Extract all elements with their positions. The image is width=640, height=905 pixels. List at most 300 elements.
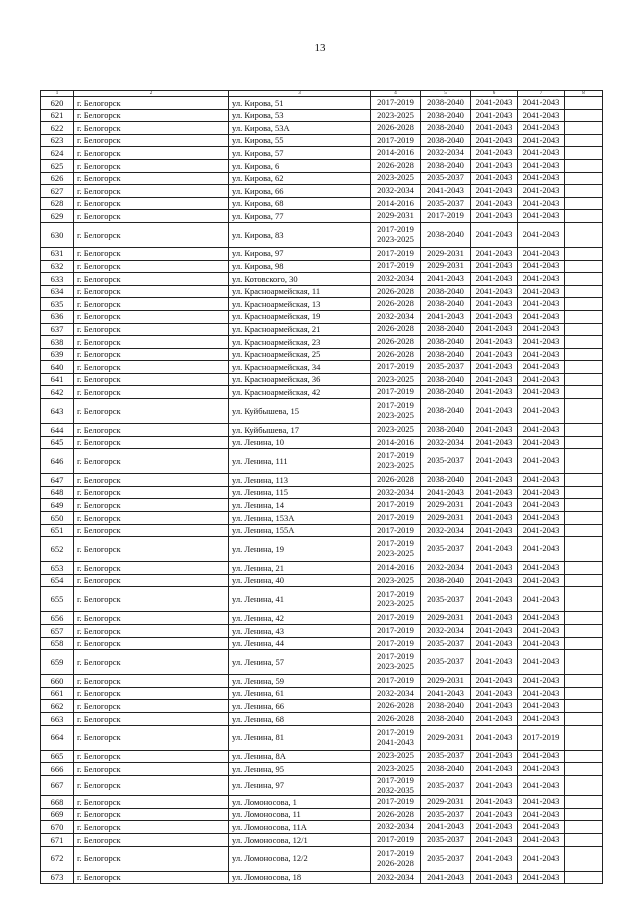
address-cell: ул. Ленина, 21 xyxy=(229,562,371,575)
empty-cell xyxy=(565,612,603,625)
period-cell: 2017-2019 xyxy=(371,247,421,260)
address-cell: ул. Куйбышева, 17 xyxy=(229,424,371,437)
table-row xyxy=(41,537,603,562)
period-cell: 2041-2043 xyxy=(421,821,471,834)
address-cell: ул. Кирова, 53 xyxy=(229,109,371,122)
table-row xyxy=(41,373,603,386)
city-cell: г. Белогорск xyxy=(74,348,229,361)
column-header: 4 xyxy=(371,91,421,97)
city-cell: г. Белогорск xyxy=(74,750,229,763)
period-cell: 2041-2043 xyxy=(471,386,518,399)
period-cell: 2041-2043 xyxy=(518,712,565,725)
column-header: 5 xyxy=(421,91,471,97)
table-row xyxy=(41,625,603,638)
period-cell: 2029-2031 xyxy=(421,247,471,260)
city-cell: г. Белогорск xyxy=(74,846,229,871)
city-cell: г. Белогорск xyxy=(74,273,229,286)
table-row xyxy=(41,474,603,487)
period-cell: 2017-2019 2032-2035 xyxy=(371,775,421,796)
table-row xyxy=(41,796,603,809)
schedule-table xyxy=(40,90,603,884)
period-cell: 2026-2028 xyxy=(371,700,421,713)
row-number-cell: 625 xyxy=(41,159,74,172)
period-cell: 2014-2016 xyxy=(371,197,421,210)
address-cell: ул. Ленина, 95 xyxy=(229,763,371,776)
address-cell: ул. Красноармейская, 19 xyxy=(229,310,371,323)
empty-cell xyxy=(565,637,603,650)
city-cell: г. Белогорск xyxy=(74,524,229,537)
period-cell: 2041-2043 xyxy=(518,424,565,437)
address-cell: ул. Ленина, 10 xyxy=(229,436,371,449)
period-cell: 2041-2043 xyxy=(518,574,565,587)
period-cell: 2029-2031 xyxy=(421,512,471,525)
period-cell: 2041-2043 xyxy=(518,763,565,776)
period-cell: 2017-2019 xyxy=(371,524,421,537)
address-cell: ул. Ломоносова, 12/2 xyxy=(229,846,371,871)
empty-cell xyxy=(565,486,603,499)
city-cell: г. Белогорск xyxy=(74,796,229,809)
address-cell: ул. Красноармейская, 13 xyxy=(229,298,371,311)
row-number-cell: 647 xyxy=(41,474,74,487)
empty-cell xyxy=(565,700,603,713)
period-cell: 2041-2043 xyxy=(471,512,518,525)
address-cell: ул. Кирова, 6 xyxy=(229,159,371,172)
address-cell: ул. Ленина, 43 xyxy=(229,625,371,638)
period-cell: 2026-2028 xyxy=(371,474,421,487)
period-cell: 2041-2043 xyxy=(471,159,518,172)
address-cell: ул. Ломоносова, 11А xyxy=(229,821,371,834)
table-row xyxy=(41,712,603,725)
table-row xyxy=(41,134,603,147)
table-row xyxy=(41,361,603,374)
empty-cell xyxy=(565,871,603,884)
row-number-cell: 668 xyxy=(41,796,74,809)
period-cell: 2026-2028 xyxy=(371,159,421,172)
period-cell: 2041-2043 xyxy=(471,725,518,750)
table-row xyxy=(41,587,603,612)
period-cell: 2041-2043 xyxy=(518,97,565,110)
period-cell: 2023-2025 xyxy=(371,424,421,437)
period-cell: 2038-2040 xyxy=(421,323,471,336)
row-number-cell: 651 xyxy=(41,524,74,537)
period-cell: 2041-2043 xyxy=(518,625,565,638)
period-cell: 2026-2028 xyxy=(371,122,421,135)
row-number-cell: 673 xyxy=(41,871,74,884)
empty-cell xyxy=(565,323,603,336)
city-cell: г. Белогорск xyxy=(74,650,229,675)
column-header: 2 xyxy=(74,91,229,97)
row-number-cell: 634 xyxy=(41,285,74,298)
row-number-cell: 646 xyxy=(41,449,74,474)
empty-cell xyxy=(565,499,603,512)
period-cell: 2038-2040 xyxy=(421,348,471,361)
row-number-cell: 660 xyxy=(41,675,74,688)
address-cell: ул. Ленина, 113 xyxy=(229,474,371,487)
period-cell: 2041-2043 xyxy=(518,449,565,474)
period-cell: 2041-2043 xyxy=(471,871,518,884)
city-cell: г. Белогорск xyxy=(74,399,229,424)
period-cell: 2041-2043 xyxy=(518,499,565,512)
address-cell: ул. Кирова, 55 xyxy=(229,134,371,147)
address-cell: ул. Ленина, 111 xyxy=(229,449,371,474)
address-cell: ул. Кирова, 98 xyxy=(229,260,371,273)
period-cell: 2017-2019 xyxy=(371,260,421,273)
period-cell: 2041-2043 xyxy=(471,524,518,537)
row-number-cell: 628 xyxy=(41,197,74,210)
table-row xyxy=(41,197,603,210)
city-cell: г. Белогорск xyxy=(74,373,229,386)
period-cell: 2041-2043 xyxy=(518,675,565,688)
period-cell: 2041-2043 xyxy=(471,650,518,675)
city-cell: г. Белогорск xyxy=(74,574,229,587)
period-cell: 2035-2037 xyxy=(421,172,471,185)
table-row xyxy=(41,700,603,713)
address-cell: ул. Красноармейская, 42 xyxy=(229,386,371,399)
period-cell: 2041-2043 xyxy=(518,172,565,185)
period-cell: 2041-2043 xyxy=(518,298,565,311)
row-number-cell: 622 xyxy=(41,122,74,135)
table-row xyxy=(41,273,603,286)
address-cell: ул. Красноармейская, 36 xyxy=(229,373,371,386)
table-row xyxy=(41,147,603,160)
table-row xyxy=(41,637,603,650)
row-number-cell: 627 xyxy=(41,185,74,198)
empty-cell xyxy=(565,808,603,821)
period-cell: 2041-2043 xyxy=(518,562,565,575)
period-cell: 2041-2043 xyxy=(518,361,565,374)
period-cell: 2023-2025 xyxy=(371,750,421,763)
empty-cell xyxy=(565,298,603,311)
empty-cell xyxy=(565,210,603,223)
table-row xyxy=(41,524,603,537)
table-row xyxy=(41,725,603,750)
period-cell: 2035-2037 xyxy=(421,449,471,474)
table-row xyxy=(41,512,603,525)
period-cell: 2029-2031 xyxy=(421,499,471,512)
city-cell: г. Белогорск xyxy=(74,323,229,336)
city-cell: г. Белогорск xyxy=(74,687,229,700)
period-cell: 2041-2043 xyxy=(518,285,565,298)
period-cell: 2041-2043 xyxy=(471,474,518,487)
table-row xyxy=(41,260,603,273)
row-number-cell: 661 xyxy=(41,687,74,700)
row-number-cell: 644 xyxy=(41,424,74,437)
period-cell: 2041-2043 xyxy=(471,348,518,361)
address-cell: ул. Ленина, 97 xyxy=(229,775,371,796)
address-cell: ул. Ленина, 81 xyxy=(229,725,371,750)
period-cell: 2035-2037 xyxy=(421,197,471,210)
row-number-cell: 630 xyxy=(41,222,74,247)
period-cell: 2041-2043 xyxy=(518,846,565,871)
city-cell: г. Белогорск xyxy=(74,436,229,449)
period-cell: 2041-2043 xyxy=(518,386,565,399)
period-cell: 2041-2043 xyxy=(471,172,518,185)
table-row xyxy=(41,750,603,763)
city-cell: г. Белогорск xyxy=(74,197,229,210)
address-cell: ул. Ломоносова, 18 xyxy=(229,871,371,884)
address-cell: ул. Ленина, 44 xyxy=(229,637,371,650)
city-cell: г. Белогорск xyxy=(74,834,229,847)
period-cell: 2029-2031 xyxy=(371,210,421,223)
period-cell: 2017-2019 2026-2028 xyxy=(371,846,421,871)
city-cell: г. Белогорск xyxy=(74,97,229,110)
address-cell: ул. Кирова, 51 xyxy=(229,97,371,110)
period-cell: 2017-2019 xyxy=(371,134,421,147)
row-number-cell: 642 xyxy=(41,386,74,399)
period-cell: 2038-2040 xyxy=(421,399,471,424)
city-cell: г. Белогорск xyxy=(74,700,229,713)
period-cell: 2041-2043 xyxy=(518,700,565,713)
address-cell: ул. Ленина, 14 xyxy=(229,499,371,512)
empty-cell xyxy=(565,424,603,437)
table-row xyxy=(41,386,603,399)
row-number-cell: 653 xyxy=(41,562,74,575)
period-cell: 2038-2040 xyxy=(421,97,471,110)
city-cell: г. Белогорск xyxy=(74,712,229,725)
table-row xyxy=(41,285,603,298)
period-cell: 2041-2043 xyxy=(421,687,471,700)
period-cell: 2038-2040 xyxy=(421,763,471,776)
address-cell: ул. Красноармейская, 25 xyxy=(229,348,371,361)
period-cell: 2041-2043 xyxy=(471,750,518,763)
period-cell: 2038-2040 xyxy=(421,109,471,122)
table-row xyxy=(41,399,603,424)
period-cell: 2041-2043 xyxy=(518,210,565,223)
table-row xyxy=(41,323,603,336)
empty-cell xyxy=(565,846,603,871)
city-cell: г. Белогорск xyxy=(74,808,229,821)
period-cell: 2029-2031 xyxy=(421,260,471,273)
table-row xyxy=(41,424,603,437)
row-number-cell: 669 xyxy=(41,808,74,821)
row-number-cell: 629 xyxy=(41,210,74,223)
address-cell: ул. Ленина, 41 xyxy=(229,587,371,612)
period-cell: 2041-2043 xyxy=(518,796,565,809)
period-cell: 2041-2043 xyxy=(518,524,565,537)
period-cell: 2041-2043 xyxy=(471,574,518,587)
empty-cell xyxy=(565,172,603,185)
row-number-cell: 657 xyxy=(41,625,74,638)
empty-cell xyxy=(565,796,603,809)
row-number-cell: 639 xyxy=(41,348,74,361)
empty-cell xyxy=(565,650,603,675)
period-cell: 2041-2043 xyxy=(471,834,518,847)
period-cell: 2017-2019 xyxy=(371,675,421,688)
period-cell: 2038-2040 xyxy=(421,574,471,587)
table-row xyxy=(41,159,603,172)
empty-cell xyxy=(565,537,603,562)
period-cell: 2041-2043 xyxy=(471,197,518,210)
address-cell: ул. Кирова, 77 xyxy=(229,210,371,223)
city-cell: г. Белогорск xyxy=(74,474,229,487)
city-cell: г. Белогорск xyxy=(74,625,229,638)
empty-cell xyxy=(565,474,603,487)
period-cell: 2017-2019 xyxy=(371,834,421,847)
city-cell: г. Белогорск xyxy=(74,537,229,562)
empty-cell xyxy=(565,763,603,776)
address-cell: ул. Кирова, 68 xyxy=(229,197,371,210)
city-cell: г. Белогорск xyxy=(74,336,229,349)
period-cell: 2017-2019 xyxy=(371,637,421,650)
period-cell: 2035-2037 xyxy=(421,361,471,374)
period-cell: 2041-2043 xyxy=(471,796,518,809)
period-cell: 2041-2043 xyxy=(518,373,565,386)
empty-cell xyxy=(565,775,603,796)
period-cell: 2023-2025 xyxy=(371,373,421,386)
address-cell: ул. Ленина, 153А xyxy=(229,512,371,525)
period-cell: 2041-2043 xyxy=(471,336,518,349)
address-cell: ул. Ленина, 57 xyxy=(229,650,371,675)
address-cell: ул. Красноармейская, 34 xyxy=(229,361,371,374)
table-body xyxy=(41,97,603,884)
table-row xyxy=(41,222,603,247)
period-cell: 2041-2043 xyxy=(518,587,565,612)
table-row xyxy=(41,310,603,323)
address-cell: ул. Ломоносова, 11 xyxy=(229,808,371,821)
empty-cell xyxy=(565,97,603,110)
empty-cell xyxy=(565,587,603,612)
period-cell: 2041-2043 xyxy=(471,361,518,374)
row-number-cell: 623 xyxy=(41,134,74,147)
row-number-cell: 658 xyxy=(41,637,74,650)
empty-cell xyxy=(565,109,603,122)
period-cell: 2017-2019 2023-2025 xyxy=(371,449,421,474)
empty-cell xyxy=(565,675,603,688)
period-cell: 2041-2043 xyxy=(471,675,518,688)
period-cell: 2017-2019 2023-2025 xyxy=(371,399,421,424)
row-number-cell: 659 xyxy=(41,650,74,675)
period-cell: 2029-2031 xyxy=(421,725,471,750)
empty-cell xyxy=(565,285,603,298)
address-cell: ул. Ленина, 42 xyxy=(229,612,371,625)
row-number-cell: 665 xyxy=(41,750,74,763)
address-cell: ул. Кирова, 62 xyxy=(229,172,371,185)
row-number-cell: 649 xyxy=(41,499,74,512)
table-row xyxy=(41,109,603,122)
table-row xyxy=(41,808,603,821)
table-row xyxy=(41,122,603,135)
empty-cell xyxy=(565,449,603,474)
period-cell: 2041-2043 xyxy=(518,323,565,336)
column-header: 1 xyxy=(41,91,74,97)
address-cell: ул. Кирова, 83 xyxy=(229,222,371,247)
address-cell: ул. Ленина, 8А xyxy=(229,750,371,763)
period-cell: 2032-2034 xyxy=(371,871,421,884)
period-cell: 2041-2043 xyxy=(471,687,518,700)
empty-cell xyxy=(565,134,603,147)
city-cell: г. Белогорск xyxy=(74,424,229,437)
period-cell: 2041-2043 xyxy=(471,436,518,449)
period-cell: 2038-2040 xyxy=(421,373,471,386)
city-cell: г. Белогорск xyxy=(74,172,229,185)
city-cell: г. Белогорск xyxy=(74,562,229,575)
page-number: 13 xyxy=(314,42,326,54)
period-cell: 2041-2043 xyxy=(518,436,565,449)
period-cell: 2035-2037 xyxy=(421,537,471,562)
address-cell: ул. Ломоносова, 12/1 xyxy=(229,834,371,847)
column-header: 6 xyxy=(471,91,518,97)
period-cell: 2038-2040 xyxy=(421,285,471,298)
address-cell: ул. Куйбышева, 15 xyxy=(229,399,371,424)
period-cell: 2041-2043 xyxy=(471,625,518,638)
empty-cell xyxy=(565,247,603,260)
period-cell: 2041-2043 xyxy=(471,449,518,474)
address-cell: ул. Котовского, 30 xyxy=(229,273,371,286)
city-cell: г. Белогорск xyxy=(74,260,229,273)
city-cell: г. Белогорск xyxy=(74,449,229,474)
period-cell: 2041-2043 xyxy=(471,373,518,386)
period-cell: 2035-2037 xyxy=(421,587,471,612)
row-number-cell: 637 xyxy=(41,323,74,336)
period-cell: 2026-2028 xyxy=(371,808,421,821)
city-cell: г. Белогорск xyxy=(74,386,229,399)
city-cell: г. Белогорск xyxy=(74,109,229,122)
empty-cell xyxy=(565,147,603,160)
period-cell: 2017-2019 xyxy=(371,361,421,374)
period-cell: 2041-2043 xyxy=(518,109,565,122)
period-cell: 2041-2043 xyxy=(518,273,565,286)
period-cell: 2041-2043 xyxy=(518,612,565,625)
period-cell: 2035-2037 xyxy=(421,846,471,871)
period-cell: 2035-2037 xyxy=(421,834,471,847)
period-cell: 2041-2043 xyxy=(518,336,565,349)
period-cell: 2041-2043 xyxy=(518,687,565,700)
period-cell: 2038-2040 xyxy=(421,336,471,349)
period-cell: 2017-2019 xyxy=(371,612,421,625)
row-number-cell: 641 xyxy=(41,373,74,386)
row-number-cell: 672 xyxy=(41,846,74,871)
period-cell: 2017-2019 xyxy=(371,512,421,525)
period-cell: 2041-2043 xyxy=(471,424,518,437)
row-number-cell: 636 xyxy=(41,310,74,323)
period-cell: 2041-2043 xyxy=(471,562,518,575)
row-number-cell: 638 xyxy=(41,336,74,349)
table-row xyxy=(41,834,603,847)
address-cell: ул. Кирова, 97 xyxy=(229,247,371,260)
period-cell: 2041-2043 xyxy=(471,486,518,499)
period-cell: 2041-2043 xyxy=(471,587,518,612)
city-cell: г. Белогорск xyxy=(74,775,229,796)
table-row xyxy=(41,298,603,311)
period-cell: 2041-2043 xyxy=(518,222,565,247)
period-cell: 2038-2040 xyxy=(421,712,471,725)
period-cell: 2041-2043 xyxy=(518,399,565,424)
row-number-cell: 624 xyxy=(41,147,74,160)
city-cell: г. Белогорск xyxy=(74,587,229,612)
period-cell: 2038-2040 xyxy=(421,122,471,135)
period-cell: 2038-2040 xyxy=(421,298,471,311)
period-cell: 2029-2031 xyxy=(421,612,471,625)
period-cell: 2035-2037 xyxy=(421,750,471,763)
empty-cell xyxy=(565,260,603,273)
period-cell: 2041-2043 xyxy=(518,775,565,796)
city-cell: г. Белогорск xyxy=(74,222,229,247)
city-cell: г. Белогорск xyxy=(74,821,229,834)
period-cell: 2026-2028 xyxy=(371,712,421,725)
empty-cell xyxy=(565,625,603,638)
period-cell: 2041-2043 xyxy=(421,871,471,884)
period-cell: 2041-2043 xyxy=(421,310,471,323)
empty-cell xyxy=(565,399,603,424)
empty-cell xyxy=(565,512,603,525)
table-row xyxy=(41,348,603,361)
period-cell: 2041-2043 xyxy=(518,147,565,160)
period-cell: 2032-2034 xyxy=(421,562,471,575)
period-cell: 2038-2040 xyxy=(421,134,471,147)
row-number-cell: 633 xyxy=(41,273,74,286)
city-cell: г. Белогорск xyxy=(74,134,229,147)
city-cell: г. Белогорск xyxy=(74,486,229,499)
